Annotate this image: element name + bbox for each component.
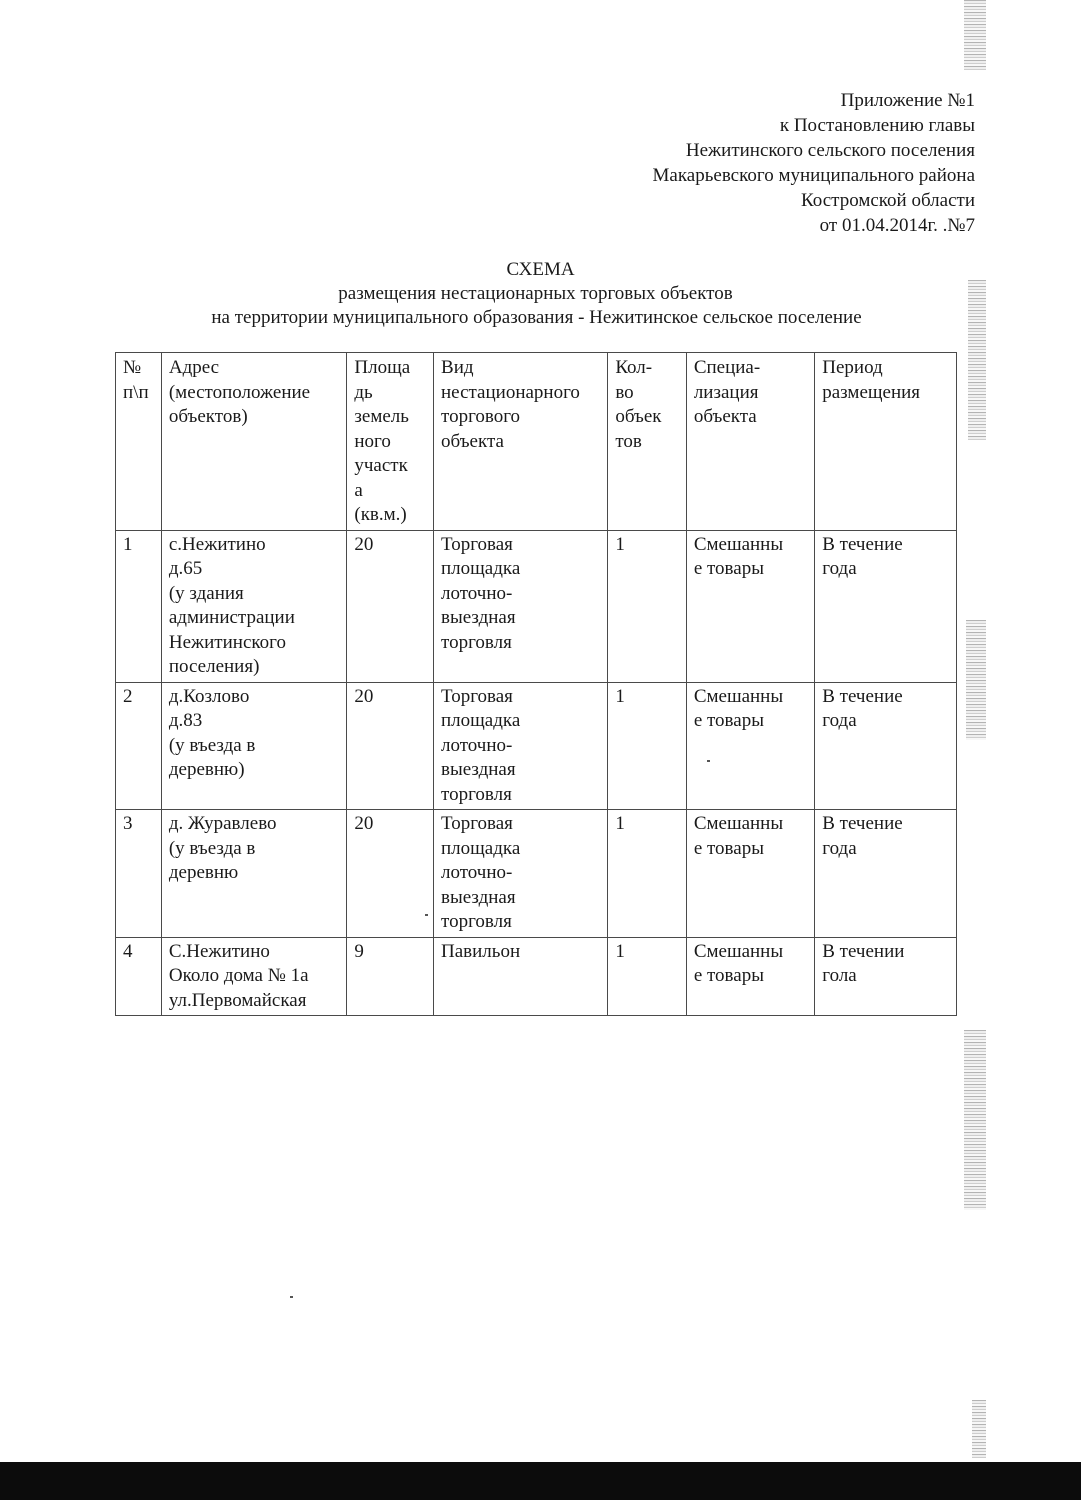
cell-object-type: Павильон xyxy=(434,937,608,1016)
cell-area: 9 xyxy=(347,937,434,1016)
column-header-period: Период размещения xyxy=(815,353,957,531)
approval-line-appendix: Приложение №1 xyxy=(840,90,975,111)
cell-period: В течении гола xyxy=(815,937,957,1016)
cell-address: с.Нежитино д.65 (у здания администрации Нежитинского поселения) xyxy=(161,530,347,682)
cell-area: 20 xyxy=(347,530,434,682)
table-header-row xyxy=(116,353,957,531)
scan-speck xyxy=(290,1296,293,1298)
cell-specialization: Смешанны е товары xyxy=(686,937,814,1016)
column-header-number: № п\п xyxy=(116,353,162,531)
cell-specialization: Смешанны е товары xyxy=(686,530,814,682)
column-header-area: Площа дь земель ного участк а (кв.м.) xyxy=(347,353,434,531)
cell-address: д. Журавлево (у въезда в деревню xyxy=(161,810,347,938)
approval-line-resolution: к Постановлению главы xyxy=(779,115,975,136)
cell-specialization: Смешанны е товары xyxy=(686,810,814,938)
cell-area: 20 xyxy=(347,810,434,938)
table-row xyxy=(116,937,957,1016)
approval-line-settlement: Нежитинского сельского поселения xyxy=(685,140,975,161)
cell-count: 1 xyxy=(608,530,686,682)
scan-artifact-right-bottom xyxy=(964,1030,986,1210)
title-line-schema: СХЕМА xyxy=(506,259,575,280)
cell-address: д.Козлово д.83 (у въезда в деревню) xyxy=(161,682,347,810)
cell-object-type: Торговая площадка лоточно- выездная торговля xyxy=(434,810,608,938)
cell-count: 1 xyxy=(608,937,686,1016)
cell-period: В течение года xyxy=(815,530,957,682)
column-header-object-type: Вид нестационарного торгового объекта xyxy=(434,353,608,531)
approval-line-district: Макарьевского муниципального района xyxy=(652,165,975,186)
cell-period: В течение года xyxy=(815,810,957,938)
title-line-subject: размещения нестационарных торговых объектов xyxy=(338,283,733,304)
document-title xyxy=(0,258,1081,330)
table-header xyxy=(116,353,957,531)
approval-header xyxy=(653,88,975,238)
cell-number: 3 xyxy=(116,810,162,938)
column-header-specialization: Специа- лизация объекта xyxy=(686,353,814,531)
column-header-address: Адрес (местоположение объектов) xyxy=(161,353,347,531)
table-body xyxy=(116,530,957,1016)
table-row xyxy=(116,530,957,682)
scan-artifact-bottom-edge xyxy=(0,1462,1081,1500)
placement-schema-table xyxy=(115,352,957,1016)
approval-line-date: от 01.04.2014г. .№7 xyxy=(819,215,975,236)
cell-object-type: Торговая площадка лоточно- выездная торговля xyxy=(434,530,608,682)
cell-specialization: Смешанны е товары xyxy=(686,682,814,810)
cell-number: 4 xyxy=(116,937,162,1016)
cell-number: 2 xyxy=(116,682,162,810)
title-line-territory: на территории муниципального образования - Нежитинское сельское поселение xyxy=(211,307,862,328)
cell-area: 20 xyxy=(347,682,434,810)
cell-object-type: Торговая площадка лоточно- выездная торговля xyxy=(434,682,608,810)
cell-address: С.Нежитино Около дома № 1а ул.Первомайская xyxy=(161,937,347,1016)
cell-period: В течение года xyxy=(815,682,957,810)
table-row xyxy=(116,810,957,938)
table-row xyxy=(116,682,957,810)
scan-artifact-right-foot xyxy=(972,1400,986,1458)
column-header-count: Кол- во объек тов xyxy=(608,353,686,531)
scan-artifact-right-top xyxy=(964,0,986,70)
cell-number: 1 xyxy=(116,530,162,682)
scan-artifact-right-low xyxy=(966,620,986,740)
cell-count: 1 xyxy=(608,682,686,810)
approval-line-region: Костромской области xyxy=(801,190,975,211)
cell-count: 1 xyxy=(608,810,686,938)
